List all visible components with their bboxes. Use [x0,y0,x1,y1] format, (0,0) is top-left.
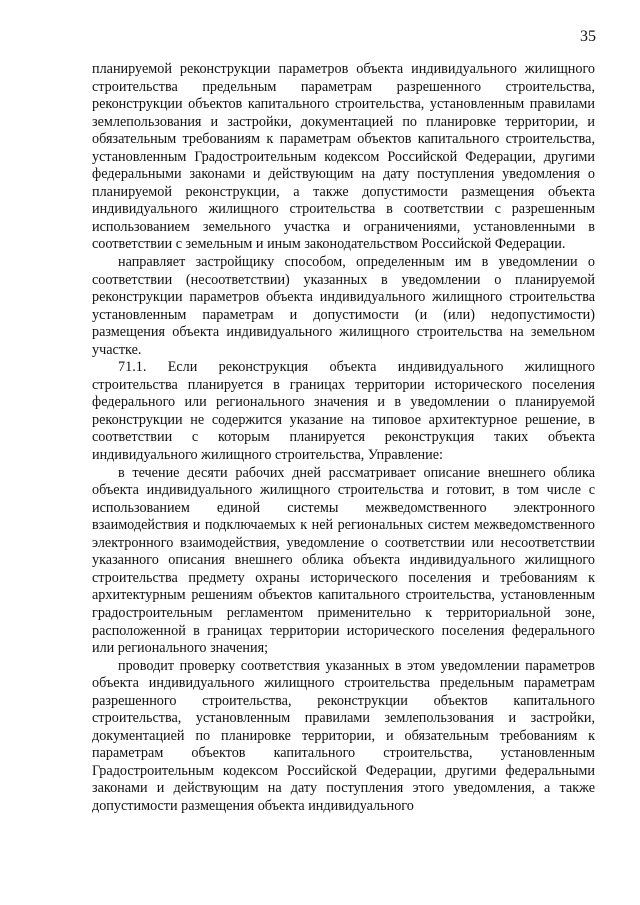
paragraph-clause-71-1: 71.1. Если реконструкция объекта индивидуального жилищного строительства планируется в границах территории исторического поселения федерального или регионального значения и в уведомлении о планируемой реконструкции не содержится указание на типовое архитектурное решение, в соответствии с которым планируется реконструкция таких объекта индивидуального жилищного строительства, Управление: [92,359,595,464]
paragraph-check-parameters: проводит проверку соответствия указанных в этом уведомлении параметров объекта индивидуального жилищного строительства предельным параметрам разрешенного строительства, реконструкции объектов капитального строительства, установленным правилами землепользования и застройки, документацией по планировке территории, и обязательным требованиям к параметрам объектов капитального строительства, установленным Градостроительным кодексом Российской Федерации, другими федеральными законами и действующим на дату поступления этого уведомления, а также допустимости размещения объекта индивидуального [92,657,595,814]
paragraph-review-appearance: в течение десяти рабочих дней рассматривает описание внешнего облика объекта индивидуального жилищного строительства и готовит, в том числе с использованием единой системы межведомственного электронного взаимодействия и подключаемых к ней региональных систем межведомственного электронного взаимодействия, уведомление о соответствии или несоответствии указанного описания внешнего облика объекта индивидуального жилищного строительства предмету охраны исторического поселения и требованиям к архитектурным решениям объектов капитального строительства, установленным градостроительным регламентом применительно к территориальной зоне, расположенной в границах территории исторического поселения федерального или регионального значения; [92,464,595,657]
paragraph-notification: направляет застройщику способом, определенным им в уведомлении о соответствии (несоответствии) указанных в уведомлении о планируемой реконструкции параметров объекта индивидуального жилищного строительства установленным параметрам и допустимости (и (или) недопустимости) размещения объекта индивидуального жилищного строительства на земельном участке. [92,254,595,358]
page-number: 35 [580,28,596,45]
paragraph-continuation: планируемой реконструкции параметров объекта индивидуального жилищного строительства предельным параметрам разрешенного строительства, реконструкции объектов капитального строительства, установленным правилами землепользования и застройки, документацией по планировке территории, и обязательным требованиям к параметрам объектов капитального строительства, установленным Градостроительным кодексом Российской Федерации, другими федеральными законами и действующим на дату поступления уведомления о планируемой реконструкции, а также допустимости размещения объекта индивидуального жилищного строительства в соответствии с разрешенным использованием земельного участка и ограничениями, установленными в соответствии с земельным и иным законодательством Российской Федерации. [92,61,595,253]
document-body [92,61,595,816]
